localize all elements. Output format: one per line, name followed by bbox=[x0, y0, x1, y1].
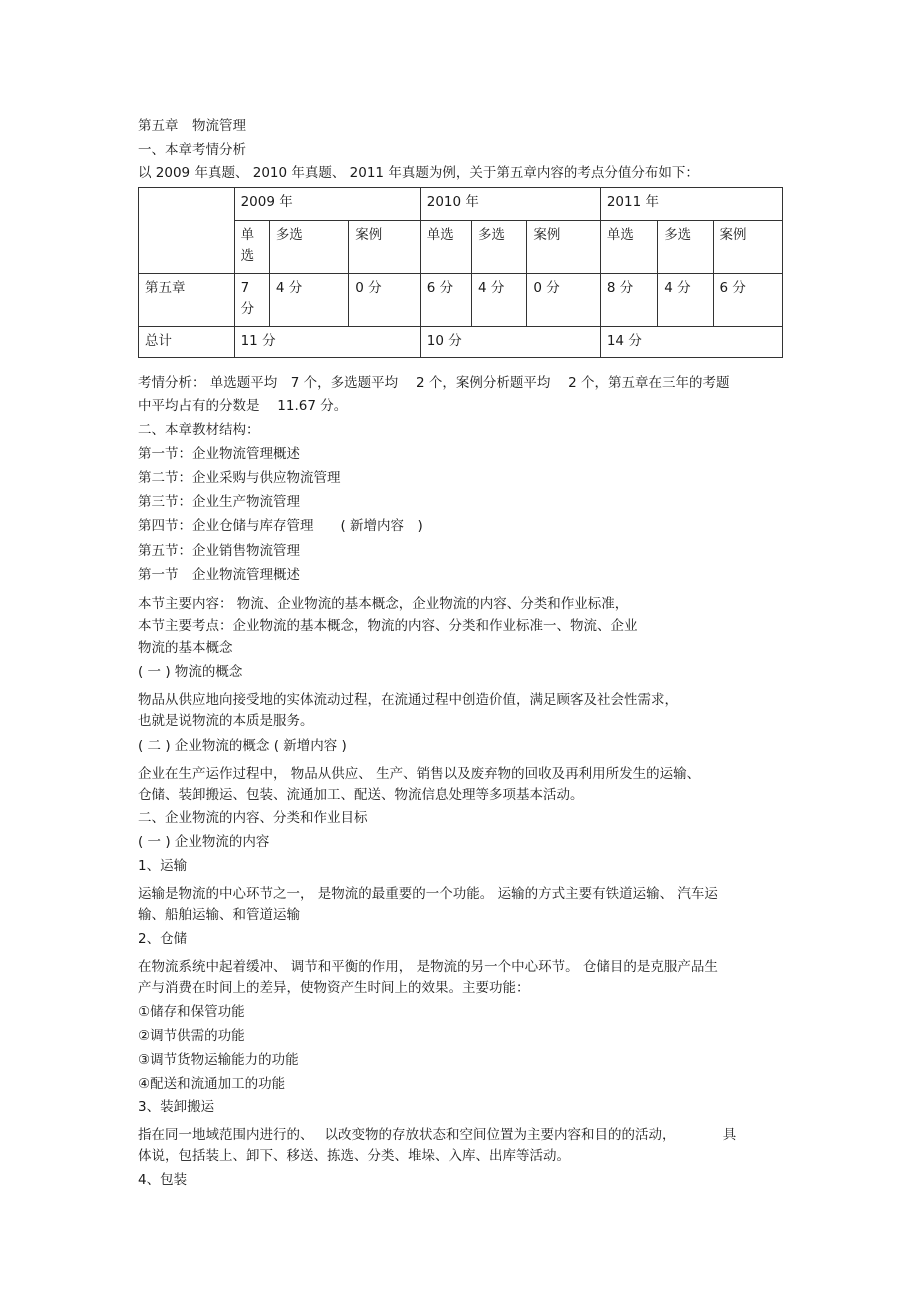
chapter-title: 第五章 物流管理 bbox=[138, 118, 246, 134]
item-heading: 3、装卸搬运 bbox=[138, 1099, 215, 1115]
column-header: 多选 bbox=[269, 221, 348, 274]
table-row bbox=[139, 221, 783, 274]
row-label: 第五章 bbox=[139, 274, 235, 327]
section-heading: 第一节 企业物流管理概述 bbox=[138, 567, 300, 583]
table-cell: 4 分 bbox=[472, 274, 527, 327]
structure-item: 第二节：企业采购与供应物流管理 bbox=[138, 470, 341, 486]
table-cell: 11 分 bbox=[234, 327, 420, 358]
table-cell: 0 分 bbox=[349, 274, 420, 327]
analysis-text: 考情分析： 单选题平均 7 个，多选题平均 2 个，案例分析题平均 2 个，第五章在三年的考题 bbox=[138, 375, 730, 391]
structure-item: 第一节：企业物流管理概述 bbox=[138, 446, 300, 462]
structure-item: 第三节：企业生产物流管理 bbox=[138, 494, 300, 510]
table-cell-empty bbox=[139, 188, 235, 274]
paragraph-text: 运输是物流的中心环节之一， 是物流的最重要的一个功能。 运输的方式主要有铁道运输、 汽车运 bbox=[138, 886, 718, 902]
paragraph-text: 本节主要考点：企业物流的基本概念，物流的内容、分类和作业标准一、物流、企业 bbox=[138, 618, 638, 634]
structure-item: 第五节：企业销售物流管理 bbox=[138, 543, 300, 559]
item-heading: 2、仓储 bbox=[138, 931, 188, 947]
table-row bbox=[139, 274, 783, 327]
table-cell: 7 分 bbox=[234, 274, 269, 327]
year-header: 2011 年 bbox=[600, 188, 782, 221]
paragraph-text: 产与消费在时间上的差异，使物资产生时间上的效果。主要功能： bbox=[138, 980, 530, 996]
paragraph-text: 体说，包括装上、卸下、移送、拣选、分类、堆垛、入库、出库等活动。 bbox=[138, 1148, 570, 1164]
paragraph-text: 指在同一地域范围内进行的、 以改变物的存放状态和空间位置为主要内容和目的的活动， 具 bbox=[138, 1127, 737, 1143]
column-header: 多选 bbox=[472, 221, 527, 274]
sub-heading: ( 一 ) 物流的概念 bbox=[138, 664, 243, 680]
column-header: 案例 bbox=[349, 221, 420, 274]
structure-item: 第四节：企业仓储与库存管理 ( 新增内容 ) bbox=[138, 518, 423, 534]
column-header: 案例 bbox=[527, 221, 600, 274]
item-heading: 1、运输 bbox=[138, 858, 188, 874]
table-row bbox=[139, 327, 783, 358]
table-cell: 4 分 bbox=[269, 274, 348, 327]
function-item: ①储存和保管功能 bbox=[138, 1004, 245, 1020]
paragraph-text: 也就是说物流的本质是服务。 bbox=[138, 713, 314, 729]
function-item: ③调节货物运输能力的功能 bbox=[138, 1052, 299, 1068]
score-distribution-table bbox=[138, 187, 783, 358]
intro-text: 以 2009 年真题、 2010 年真题、 2011 年真题为例，关于第五章内容的考点分值分布如下： bbox=[138, 165, 699, 181]
paragraph-text: 在物流系统中起着缓冲、 调节和平衡的作用， 是物流的另一个中心环节。 仓储目的是克服产品生 bbox=[138, 959, 718, 975]
table-cell: 0 分 bbox=[527, 274, 600, 327]
table-cell: 4 分 bbox=[658, 274, 713, 327]
paragraph-text: 仓储、装卸搬运、包装、流通加工、配送、物流信息处理等多项基本活动。 bbox=[138, 787, 584, 803]
table-cell: 6 分 bbox=[420, 274, 471, 327]
analysis-text: 中平均占有的分数是 11.67 分。 bbox=[138, 398, 348, 414]
year-header: 2009 年 bbox=[234, 188, 420, 221]
column-header: 单选 bbox=[420, 221, 471, 274]
table-cell: 8 分 bbox=[600, 274, 657, 327]
column-header: 案例 bbox=[713, 221, 782, 274]
column-header: 多选 bbox=[658, 221, 713, 274]
table-cell: 6 分 bbox=[713, 274, 782, 327]
sub-heading: ( 一 ) 企业物流的内容 bbox=[138, 834, 270, 850]
column-header: 单选 bbox=[600, 221, 657, 274]
column-header: 单选 bbox=[234, 221, 269, 274]
item-heading: 4、包装 bbox=[138, 1172, 188, 1188]
paragraph-text: 物品从供应地向接受地的实体流动过程，在流通过程中创造价值，满足顾客及社会性需求， bbox=[138, 692, 678, 708]
paragraph-text: 输、船舶运输、和管道运输 bbox=[138, 907, 300, 923]
row-label: 总计 bbox=[139, 327, 235, 358]
year-header: 2010 年 bbox=[420, 188, 600, 221]
function-item: ④配送和流通加工的功能 bbox=[138, 1076, 286, 1092]
section-heading: 一、本章考情分析 bbox=[138, 142, 246, 158]
paragraph-text: 物流的基本概念 bbox=[138, 640, 233, 656]
table-cell: 10 分 bbox=[420, 327, 600, 358]
section-heading: 二、本章教材结构： bbox=[138, 422, 260, 438]
section-heading: 二、企业物流的内容、分类和作业目标 bbox=[138, 810, 368, 826]
sub-heading: ( 二 ) 企业物流的概念 ( 新增内容 ) bbox=[138, 738, 347, 754]
paragraph-text: 企业在生产运作过程中， 物品从供应、 生产、销售以及废弃物的回收及再利用所发生的运输、 bbox=[138, 766, 701, 782]
table-cell: 14 分 bbox=[600, 327, 782, 358]
table-row bbox=[139, 188, 783, 221]
paragraph-text: 本节主要内容： 物流、企业物流的基本概念，企业物流的内容、分类和作业标准， bbox=[138, 596, 629, 612]
function-item: ②调节供需的功能 bbox=[138, 1028, 245, 1044]
